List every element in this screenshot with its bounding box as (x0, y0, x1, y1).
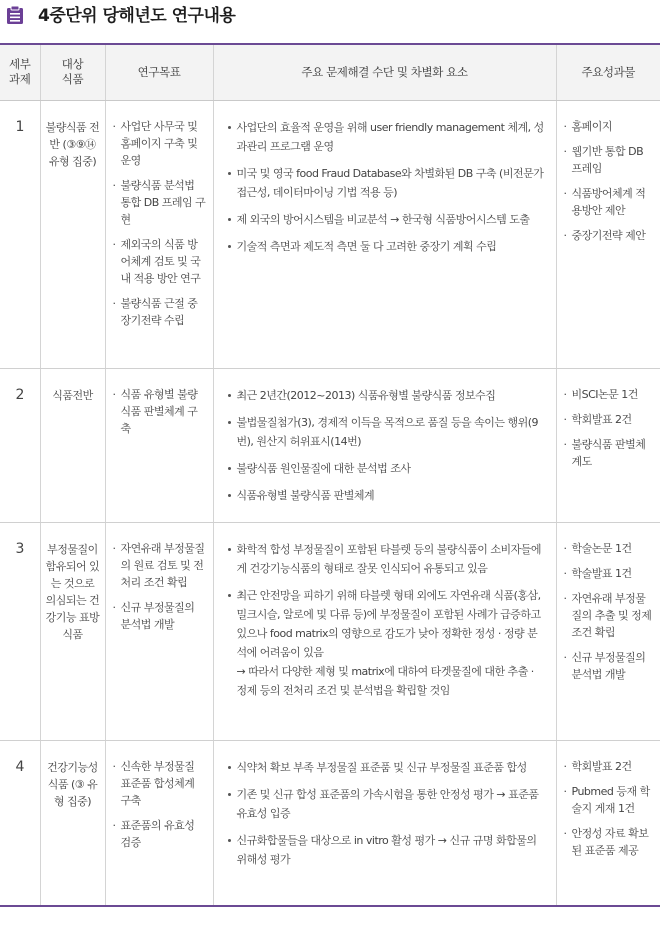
page-title: 4중단위 당해년도 연구내용 (38, 6, 236, 26)
target-food: 식품전반 (40, 368, 105, 522)
goal-item: · 사업단 사무국 및 홈페이지 구축 및 운영 (113, 118, 207, 169)
header-target-food: 대상 식품 (40, 44, 105, 100)
goal-item: · 신속한 부정물질 표준품 합성체계 구축 (113, 758, 207, 809)
means-item: 기술적 측면과 제도적 측면 둘 다 고려한 중장기 계획 수립 (228, 237, 546, 256)
table-header-row (0, 44, 660, 100)
means-item: 최근 2년간(2012~2013) 식품유형별 불량식품 정보수집 (228, 386, 546, 405)
target-food: 불량식품 전반 (③⑨⑭ 유형 집중) (40, 100, 105, 368)
means-item: 제 외국의 방어시스템을 비교분석 → 한국형 식품방어시스템 도출 (228, 210, 546, 229)
means-item: 사업단의 효율적 운영을 위해 user friendly management 체계, 성과관리 프로그램 운영 (228, 118, 546, 156)
result-item: · 자연유래 부정물질의 추출 및 정제 조건 확립 (564, 590, 655, 641)
research-goals (105, 740, 213, 906)
result-item: · 학술논문 1건 (564, 540, 655, 557)
section-header (0, 0, 660, 38)
means-item: 불량식품 원인물질에 대한 분석법 조사 (228, 459, 546, 478)
means-item: 화학적 합성 부정물질이 포함된 타블렛 등의 불량식품이 소비자들에게 건강기능식품의 형태로 잘못 인식되어 유통되고 있음 (228, 540, 546, 578)
result-list (564, 118, 655, 244)
result-item: · 학회발표 2건 (564, 411, 655, 428)
means-list (228, 118, 546, 256)
table-row (0, 740, 660, 906)
result-item: · 불량식품 판별체계도 (564, 436, 655, 470)
result-item: · 중장기전략 제안 (564, 227, 655, 244)
subtask-number: 3 (0, 522, 40, 740)
table-row (0, 522, 660, 740)
result-list (564, 758, 655, 859)
result-item: · 홈페이지 (564, 118, 655, 135)
goal-list (113, 118, 207, 329)
header-results: 주요성과물 (556, 44, 660, 100)
means-item: 미국 및 영국 food Fraud Database와 차별화된 DB 구축 (비전문가 접근성, 데이터마이닝 기법 적용 등) (228, 164, 546, 202)
goal-list (113, 540, 207, 633)
target-food: 건강기능성 식품 (③ 유형 집중) (40, 740, 105, 906)
goal-item: · 불량식품 분석법 통합 DB 프레임 구현 (113, 177, 207, 228)
subtask-number: 2 (0, 368, 40, 522)
research-goals (105, 368, 213, 522)
header-goal: 연구목표 (105, 44, 213, 100)
means-item: 식품유형별 불량식품 판별체계 (228, 486, 546, 505)
goal-list (113, 386, 207, 437)
subtask-number: 1 (0, 100, 40, 368)
result-item: · 식품방어체계 적용방안 제안 (564, 185, 655, 219)
key-results (556, 522, 660, 740)
header-subtask: 세부 과제 (0, 44, 40, 100)
result-item: · 학술발표 1건 (564, 565, 655, 582)
means-list (228, 540, 546, 700)
goal-item: · 식품 유형별 불량식품 판별체계 구축 (113, 386, 207, 437)
table-row (0, 100, 660, 368)
means-item: 불법물질첨가(3), 경제적 이득을 목적으로 품질 등을 속이는 행위(9번), 원산지 허위표시(14번) (228, 413, 546, 451)
result-item: · 신규 부정물질의 분석법 개발 (564, 649, 655, 683)
result-item: · 비SCI논문 1건 (564, 386, 655, 403)
means-list (228, 386, 546, 505)
header-means: 주요 문제해결 수단 및 차별화 요소 (213, 44, 556, 100)
research-goals (105, 100, 213, 368)
result-item: · 안정성 자료 확보된 표준품 제공 (564, 825, 655, 859)
solution-means (213, 100, 556, 368)
subtask-number: 4 (0, 740, 40, 906)
result-item: · Pubmed 등재 학술지 게재 1건 (564, 783, 655, 817)
result-list (564, 540, 655, 683)
means-list (228, 758, 546, 869)
means-continuation: → 따라서 다양한 제형 및 matrix에 대하여 타겟물질에 대한 추출 · 정제 등의 전처리 조건 및 분석법을 확립할 것임 (236, 664, 534, 697)
means-item: 최근 안전망을 피하기 위해 타블렛 형태 외에도 자연유래 식품(홍삼, 밀크시슬, 알로에 및 다류 등)에 부정물질이 포함된 사례가 급증하고 있으나 food matrix의 영향으로 감도가 낮아 정확한 정성 · 정량 분석에 어려움이 있음 → 따라서 다양한 제형 및 matrix에 대하여 타겟물질에 대한 추출 · 정제 등의 전처리 조건 및 분석법을 확립할 것임 (228, 586, 546, 700)
result-list (564, 386, 655, 470)
means-item: 신규화합물들을 대상으로 in vitro 활성 평가 → 신규 규명 화합물의 위해성 평가 (228, 831, 546, 869)
goal-list (113, 758, 207, 851)
key-results (556, 100, 660, 368)
research-goals (105, 522, 213, 740)
solution-means (213, 368, 556, 522)
key-results (556, 368, 660, 522)
means-item: 식약처 확보 부족 부정물질 표준품 및 신규 부정물질 표준품 합성 (228, 758, 546, 777)
table-row (0, 368, 660, 522)
goal-item: · 불량식품 근절 중장기전략 수립 (113, 295, 207, 329)
means-item: 기존 및 신규 합성 표준품의 가속시험을 통한 안정성 평가 → 표준품 유효성 입증 (228, 785, 546, 823)
goal-item: · 자연유래 부정물질의 원료 검토 및 전처리 조건 확립 (113, 540, 207, 591)
result-item: · 학회발표 2건 (564, 758, 655, 775)
target-food: 부정물질이 함유되어 있는 것으로 의심되는 건강기능 표방 식품 (40, 522, 105, 740)
research-table (0, 43, 660, 907)
result-item: · 웹기반 통합 DB 프레임 (564, 143, 655, 177)
goal-item: · 표준품의 유효성 검증 (113, 817, 207, 851)
key-results (556, 740, 660, 906)
goal-item: · 제외국의 식품 방어체계 검토 및 국내 적용 방안 연구 (113, 236, 207, 287)
solution-means (213, 522, 556, 740)
solution-means (213, 740, 556, 906)
goal-item: · 신규 부정물질의 분석법 개발 (113, 599, 207, 633)
clipboard-list-icon (6, 5, 24, 25)
